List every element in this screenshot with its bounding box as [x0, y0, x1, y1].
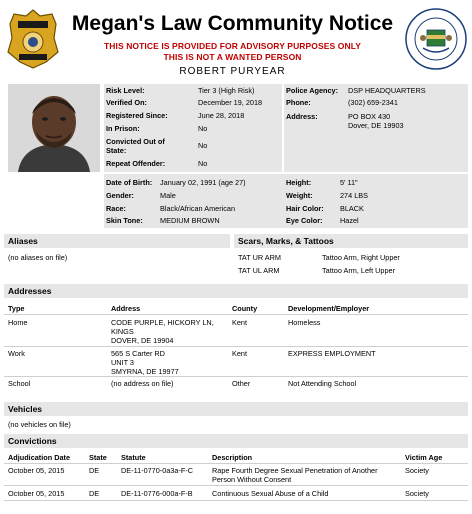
- risk-level-value: Tier 3 (High Risk): [198, 86, 255, 95]
- height-label: Height:: [286, 178, 312, 187]
- weight-value: 274 LBS: [340, 191, 368, 200]
- skin-tone-value: MEDIUM BROWN: [160, 216, 220, 225]
- conviction-col-victim-age: Victim Age: [405, 453, 443, 462]
- repeat-offender-value: No: [198, 159, 208, 168]
- addresses-heading: [4, 284, 468, 298]
- row-divider: [4, 485, 468, 486]
- address-line1: 565 S Carter RD: [111, 349, 165, 358]
- address-dev: Not Attending School: [288, 379, 357, 388]
- conviction-col-description: Description: [212, 453, 253, 462]
- agency-address-line2: Dover, DE 19903: [348, 121, 404, 130]
- notice-header: [0, 0, 472, 80]
- address-header-divider: [4, 314, 468, 315]
- status-panel: [104, 84, 282, 172]
- address-dev: EXPRESS EMPLOYMENT: [288, 349, 376, 358]
- vehicles-heading-text: Vehicles: [8, 404, 43, 414]
- row-divider: [4, 346, 468, 347]
- scar-description: Tattoo Arm, Right Upper: [322, 253, 400, 262]
- agency-panel: [284, 84, 468, 172]
- police-agency-value: DSP HEADQUARTERS: [348, 86, 426, 95]
- address-line2: KINGS: [111, 327, 134, 336]
- scars-heading: [234, 234, 468, 248]
- eye-color-value: Hazel: [340, 216, 359, 225]
- registered-label: Registered Since:: [106, 111, 168, 120]
- phone-label: Phone:: [286, 98, 311, 107]
- address-line1: (no address on file): [111, 379, 174, 388]
- conviction-col-date: Adjudication Date: [8, 453, 71, 462]
- in-prison-label: In Prison:: [106, 124, 140, 133]
- hair-color-label: Hair Color:: [286, 204, 324, 213]
- aliases-heading: [4, 234, 230, 248]
- convicted-out-label-line2: State:: [106, 146, 127, 155]
- address-line3: DOVER, DE 19904: [111, 336, 174, 345]
- hair-color-value: BLACK: [340, 204, 364, 213]
- address-type: Home: [8, 318, 28, 327]
- address-county: Kent: [232, 349, 248, 358]
- aliases-heading-text: Aliases: [8, 236, 38, 246]
- convicted-out-value: No: [198, 141, 208, 150]
- offender-photo-image: [8, 84, 100, 172]
- gender-value: Male: [160, 191, 176, 200]
- conviction-description-line1: Rape Fourth Degree Sexual Penetration of Another: [212, 466, 378, 475]
- row-divider: [4, 376, 468, 377]
- conviction-statute: DE-11-0770-0a3a-F-C: [121, 466, 194, 475]
- conviction-victim-age: Society: [405, 489, 429, 498]
- address-county: Kent: [232, 318, 248, 327]
- scars-heading-text: Scars, Marks, & Tattoos: [238, 236, 334, 246]
- risk-level-label: Risk Level:: [106, 86, 145, 95]
- verified-value: December 19, 2018: [198, 98, 263, 107]
- conviction-date: October 05, 2015: [8, 466, 65, 475]
- conviction-col-statute: Statute: [121, 453, 146, 462]
- vehicles-empty-text: (no vehicles on file): [8, 420, 71, 429]
- address-county: Other: [232, 379, 251, 388]
- race-label: Race:: [106, 204, 126, 213]
- convictions-heading-text: Convictions: [8, 436, 57, 446]
- advisory-notice: THIS NOTICE IS PROVIDED FOR ADVISORY PURPOSES ONLY: [103, 41, 362, 51]
- convicted-out-label-line1: Convicted Out of: [106, 137, 165, 146]
- conviction-date: October 05, 2015: [8, 489, 65, 498]
- agency-address-line1: PO BOX 430: [348, 112, 391, 121]
- state-police-badge-icon: [6, 8, 60, 70]
- registered-value: June 28, 2018: [198, 111, 245, 120]
- police-agency-label: Police Agency:: [286, 86, 339, 95]
- addresses-heading-text: Addresses: [8, 286, 52, 296]
- repeat-offender-label: Repeat Offender:: [106, 159, 166, 168]
- address-col-type: Type: [8, 304, 25, 313]
- address-line3: SMYRNA, DE 19977: [111, 367, 179, 376]
- conviction-statute: DE-11-0776-000a-F-B: [121, 489, 193, 498]
- eye-color-label: Eye Color:: [286, 216, 323, 225]
- vehicles-heading: [4, 402, 468, 416]
- weight-label: Weight:: [286, 191, 313, 200]
- address-col-dev: Development/Employer: [288, 304, 370, 313]
- conviction-header-divider: [4, 463, 468, 464]
- phone-value: (302) 659-2341: [348, 98, 398, 107]
- gender-label: Gender:: [106, 191, 134, 200]
- convictions-heading: [4, 434, 468, 448]
- scar-code: TAT UR ARM: [238, 253, 281, 262]
- conviction-state: DE: [89, 466, 100, 475]
- conviction-col-state: State: [89, 453, 107, 462]
- address-type: Work: [8, 349, 25, 358]
- conviction-description-line2: Person Without Consent: [212, 475, 292, 484]
- address-col-county: County: [232, 304, 258, 313]
- address-dev: Homeless: [288, 318, 321, 327]
- race-value: Black/African American: [160, 204, 236, 213]
- conviction-victim-age: Society: [405, 466, 429, 475]
- notice-title: Megan's Law Community Notice: [71, 12, 394, 35]
- address-col-address: Address: [111, 304, 141, 313]
- address-line2: UNIT 3: [111, 358, 134, 367]
- dob-value: January 02, 1991 (age 27): [160, 178, 246, 187]
- aliases-empty-text: (no aliases on file): [8, 253, 68, 262]
- skin-tone-label: Skin Tone:: [106, 216, 143, 225]
- not-wanted-notice: THIS IS NOT A WANTED PERSON: [163, 52, 302, 62]
- offender-name: ROBERT PURYEAR: [179, 66, 286, 77]
- scar-code: TAT UL ARM: [238, 266, 280, 275]
- in-prison-value: No: [198, 124, 208, 133]
- verified-label: Verified On:: [106, 98, 147, 107]
- conviction-state: DE: [89, 489, 100, 498]
- height-value: 5' 11": [340, 178, 358, 187]
- offender-photo: [8, 84, 100, 172]
- row-divider: [4, 500, 468, 501]
- physical-description-panel: [104, 174, 468, 228]
- address-line1: CODE PURPLE, HICKORY LN,: [111, 318, 214, 327]
- delaware-state-seal-icon: [405, 8, 467, 70]
- agency-address-label: Address:: [286, 112, 318, 121]
- scar-description: Tattoo Arm, Left Upper: [322, 266, 396, 275]
- address-type: School: [8, 379, 31, 388]
- conviction-description-line1: Continuous Sexual Abuse of a Child: [212, 489, 329, 498]
- dob-label: Date of Birth:: [106, 178, 153, 187]
